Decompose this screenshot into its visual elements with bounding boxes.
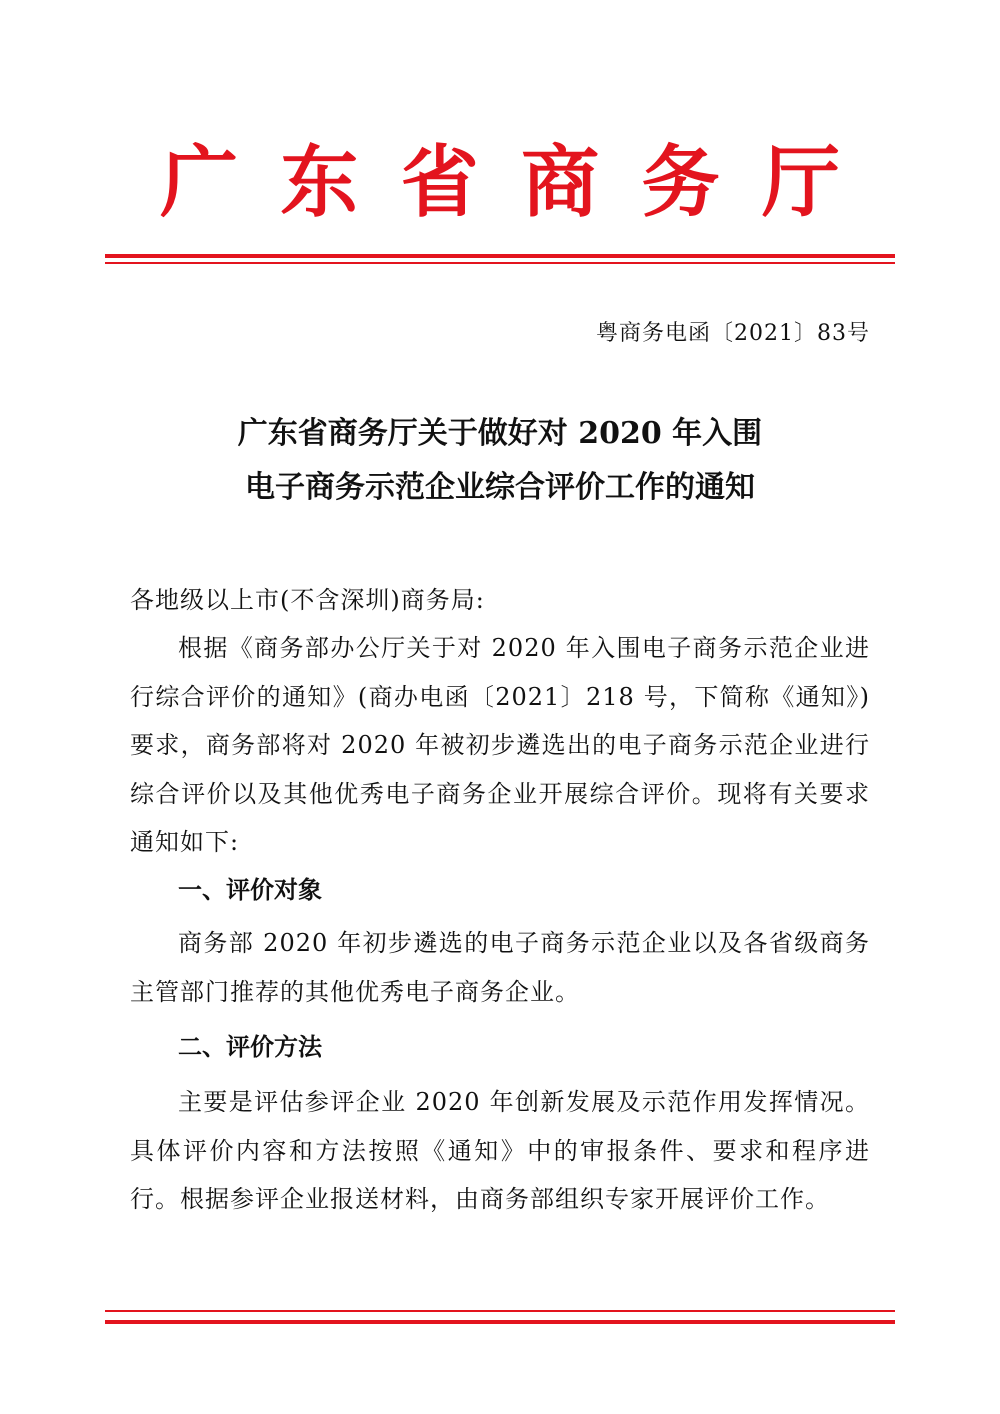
document-title-line-1: 广东省商务厅关于做好对 2020 年入围 [237,416,763,451]
footer-divider-thin [105,1310,895,1312]
masthead-char: 厅 [761,137,840,228]
intro-paragraph: 根据《商务部办公厅关于对 2020 年入围电子商务示范企业进行综合评价的通知》(商办电函〔2021〕218 号，下简称《通知》)要求，商务部将对 2020 年被初步遴选出的电子商务示范企业进行综合评价以及其他优秀电子商务企业开展综合评价。现将有关要求通知如下: [130,634,870,856]
masthead-org-name [160,138,840,228]
document-title-line-2: 电子商务示范企业综合评价工作的通知 [245,470,755,505]
section-2-heading: 二、评价方法 [178,1033,322,1061]
salutation: 各地级以上市(不含深圳)商务局: [130,586,485,614]
masthead-char: 商 [521,137,600,228]
section-2-paragraph: 主要是评估参评企业 2020 年创新发展及示范作用发挥情况。具体评价内容和方法按照《通知》中的审报条件、要求和程序进行。根据参评企业报送材料，由商务部组织专家开展评价工作。 [130,1088,870,1213]
header-divider-thin [105,262,895,264]
section-1-paragraph: 商务部 2020 年初步遴选的电子商务示范企业以及各省级商务主管部门推荐的其他优秀电子商务企业。 [130,929,870,1006]
masthead-char: 省 [400,137,479,228]
header-divider-thick [105,254,895,258]
section-1-heading: 一、评价对象 [178,876,322,904]
masthead-char: 务 [641,137,720,228]
footer-divider-thick [105,1320,895,1324]
masthead-char: 东 [280,137,359,228]
document-number: 粤商务电函〔2021〕83号 [596,321,870,346]
masthead-char: 广 [160,137,239,228]
